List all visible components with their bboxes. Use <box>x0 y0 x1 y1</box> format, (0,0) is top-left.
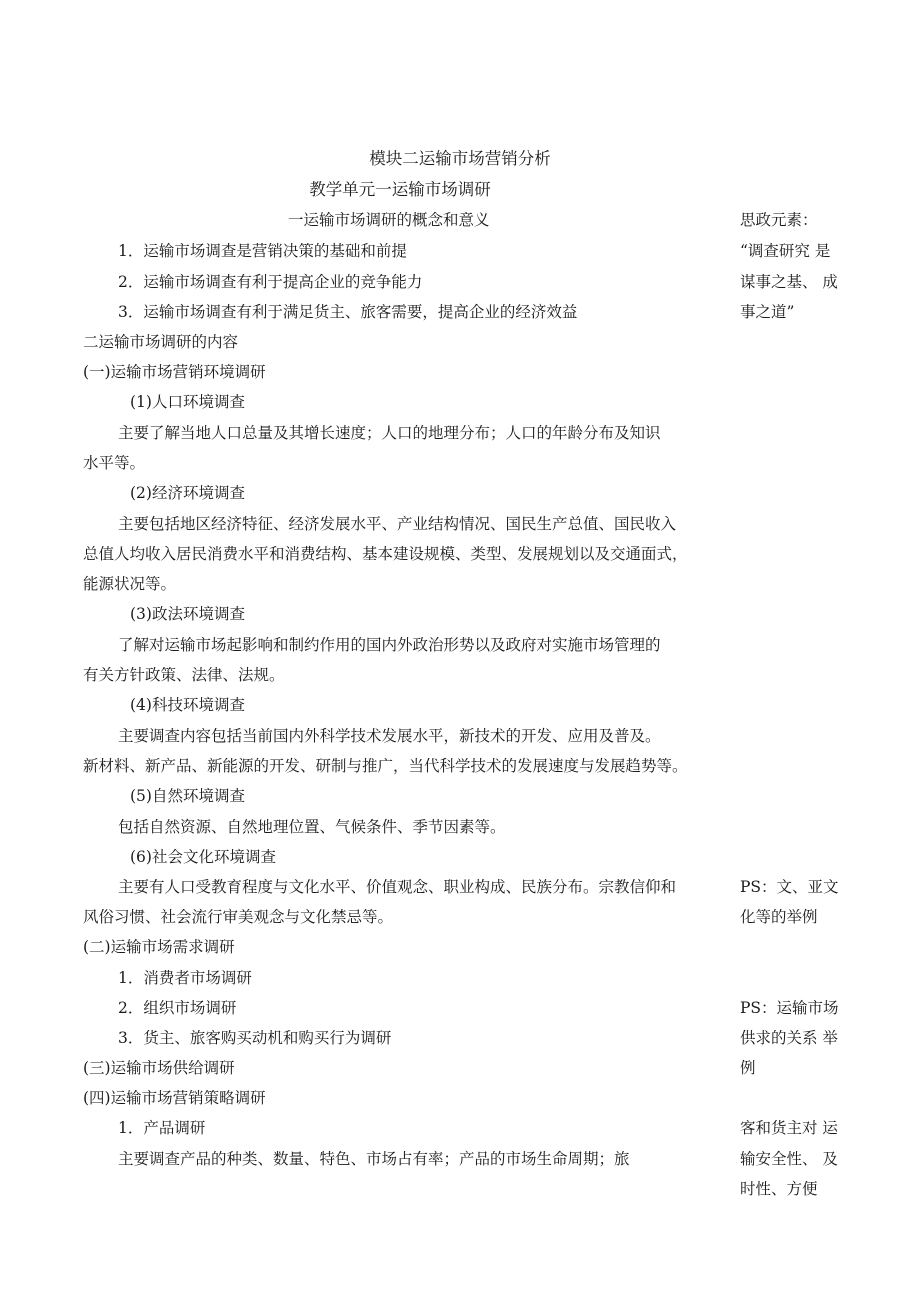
side-note-line: 供求的关系 举 <box>740 1029 838 1047</box>
list-item: 1．消费者市场调研 <box>118 969 252 987</box>
section1-heading: 一运输市场调研的概念和意义 <box>288 211 490 229</box>
paragraph-line: 有关方针政策、法律、法规。 <box>83 666 285 684</box>
side-note-line: PS：运输市场 <box>740 999 839 1017</box>
list-item: 3．运输市场调查有利于满足货主、旅客需要，提高企业的经济效益 <box>118 303 578 321</box>
side-note-line: 谋事之基、 成 <box>740 273 838 291</box>
paragraph-line: 水平等。 <box>83 454 146 472</box>
side-note-line: 客和货主对 运 <box>740 1119 838 1137</box>
part1-heading: (一)运输市场营销环境调研 <box>83 363 266 381</box>
subsection-title: (4)科技环境调查 <box>130 696 245 714</box>
side-note-line: 化等的举例 <box>740 908 818 926</box>
list-item: 1．产品调研 <box>118 1119 206 1137</box>
subsection-title: (6)社会文化环境调查 <box>130 848 276 866</box>
side-note-line: 例 <box>740 1059 756 1077</box>
paragraph-line: 主要有人口受教育程度与文化水平、价值观念、职业构成、民族分布。宗教信仰和 <box>118 878 677 896</box>
paragraph-line: 能源状况等。 <box>83 575 177 593</box>
paragraph-line: 新材料、新产品、新能源的开发、研制与推广，当代科学技术的发展速度与发展趋势等。 <box>83 757 688 775</box>
side-note-line: 时性、方便 <box>740 1180 818 1198</box>
subsection-title: (1)人口环境调查 <box>130 393 245 411</box>
paragraph-line: 了解对运输市场起影响和制约作用的国内外政治形势以及政府对实施市场管理的 <box>118 636 661 654</box>
subsection-title: (2)经济环境调查 <box>130 484 245 502</box>
paragraph-line: 风俗习惯、社会流行审美观念与文化禁忌等。 <box>83 908 394 926</box>
paragraph-line: 总值人均收入居民消费水平和消费结构、基本建设规模、类型、发展规划以及交通面式， <box>83 545 688 563</box>
side-note-line: PS：文、亚文 <box>740 878 839 896</box>
document-subtitle: 教学单元一运输市场调研 <box>309 180 491 199</box>
list-item: 1．运输市场调查是营销决策的基础和前提 <box>118 242 407 260</box>
subsection-title: (3)政法环境调查 <box>130 605 245 623</box>
subsection-title: (5)自然环境调查 <box>130 787 245 805</box>
list-item: 2．组织市场调研 <box>118 999 237 1017</box>
document-title: 模块二运输市场营销分析 <box>369 149 551 168</box>
part4-heading: (四)运输市场营销策略调研 <box>83 1089 266 1107</box>
part2-heading: (二)运输市场需求调研 <box>83 938 235 956</box>
list-item: 2．运输市场调查有利于提高企业的竞争能力 <box>118 273 423 291</box>
side-note-line: 输安全性、 及 <box>740 1150 838 1168</box>
paragraph-line: 主要包括地区经济特征、经济发展水平、产业结构情况、国民生产总值、国民收入 <box>118 515 677 533</box>
paragraph-line: 主要调查产品的种类、数量、特色、市场占有率；产品的市场生命周期；旅 <box>118 1150 630 1168</box>
side-note-line: 事之道” <box>740 303 795 321</box>
paragraph-line: 主要调查内容包括当前国内外科学技术发展水平，新技术的开发、应用及普及。 <box>118 727 661 745</box>
list-item: 3．货主、旅客购买动机和购买行为调研 <box>118 1029 392 1047</box>
part3-heading: (三)运输市场供给调研 <box>83 1059 235 1077</box>
paragraph-line: 主要了解当地人口总量及其增长速度；人口的地理分布；人口的年龄分布及知识 <box>118 424 661 442</box>
side-note-line: “调查研究 是 <box>740 242 831 260</box>
paragraph-line: 包括自然资源、自然地理位置、气候条件、季节因素等。 <box>118 818 506 836</box>
section2-heading: 二运输市场调研的内容 <box>83 333 239 351</box>
side-note-line: 思政元素： <box>740 211 818 229</box>
